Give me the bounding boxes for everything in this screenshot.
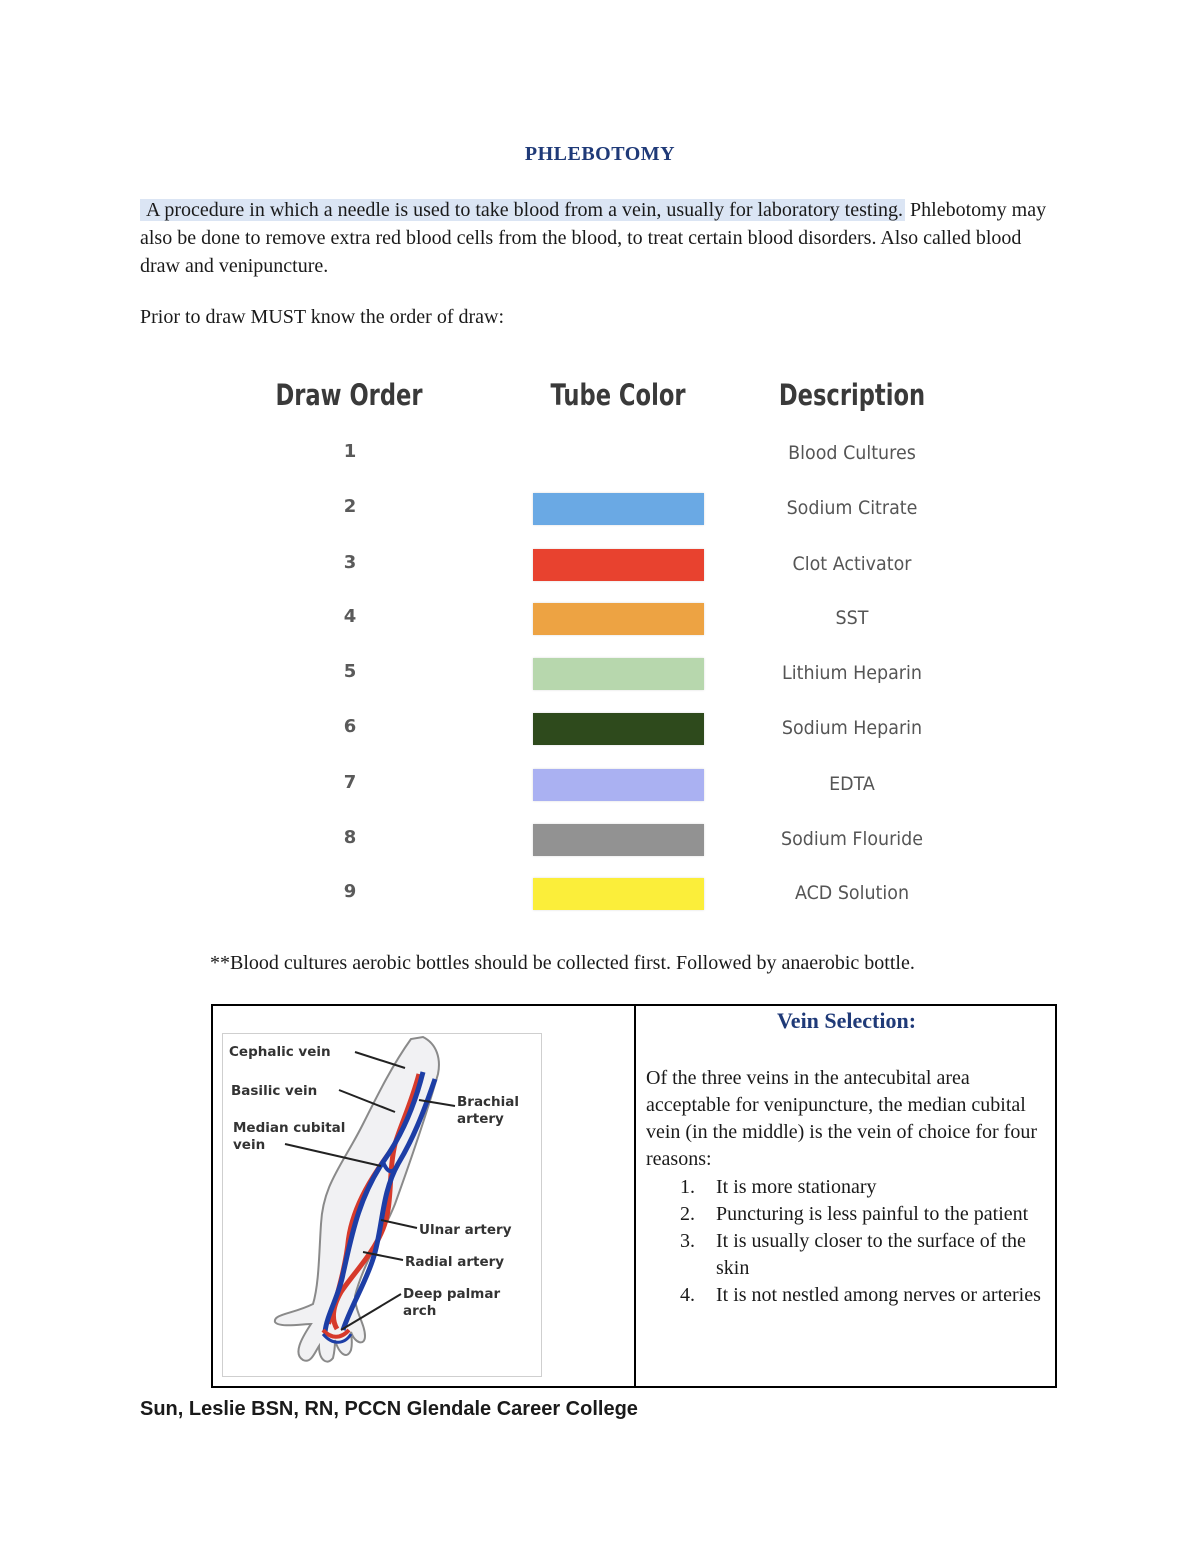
tube-color-swatch	[533, 549, 704, 581]
draw-order-number: 1	[343, 441, 357, 462]
label-brachial-line1: Brachial	[457, 1094, 520, 1110]
tube-description: Clot Activator	[792, 553, 912, 575]
draw-order-number: 8	[343, 827, 357, 848]
tube-row	[0, 874, 1200, 914]
vein-selection-text: Of the three veins in the antecubital area acceptable for venipuncture, the median cubital vein (in the middle) is the vein of choice for four reasons:	[646, 1067, 1037, 1170]
table-divider	[634, 1004, 636, 1388]
tube-row	[0, 489, 1200, 529]
tube-color-swatch	[533, 878, 704, 910]
tube-row	[0, 820, 1200, 860]
list-text: Puncturing is less painful to the patient	[716, 1203, 1029, 1225]
list-text: It is not nestled among nerves or arteries	[716, 1284, 1041, 1306]
label-median-cubital-line1: Median cubital	[233, 1120, 346, 1136]
tube-row	[0, 654, 1200, 694]
draw-order-number: 5	[343, 661, 357, 682]
draw-order-number: 9	[343, 881, 357, 902]
author-footer: Sun, Leslie BSN, RN, PCCN Glendale Career College	[140, 1398, 638, 1420]
tube-description: Sodium Flouride	[781, 828, 923, 850]
draw-order-number: 3	[343, 552, 357, 573]
tube-row	[0, 545, 1200, 585]
intro-rest: Phlebotomy may also be done to remove extra red blood cells from the blood, to treat certain blood disorders. Also called blood draw and venipuncture.	[140, 199, 1047, 277]
label-basilic-vein: Basilic vein	[231, 1083, 318, 1099]
tube-color-swatch	[533, 438, 704, 470]
draw-order-number: 7	[343, 772, 357, 793]
page-title: PHLEBOTOMY	[524, 143, 676, 165]
tube-color-swatch	[533, 658, 704, 690]
label-median-cubital-line2: vein	[233, 1137, 266, 1153]
tube-color-swatch	[533, 603, 704, 635]
description-header: Description	[778, 378, 926, 412]
tube-row	[0, 599, 1200, 639]
label-cephalic-vein: Cephalic vein	[229, 1044, 331, 1060]
list-item	[676, 1228, 1056, 1282]
tube-description: Blood Cultures	[788, 442, 916, 464]
list-item	[676, 1174, 1056, 1201]
draw-order-number: 6	[343, 716, 357, 737]
draw-order-number: 4	[343, 606, 357, 627]
list-text: It is usually closer to the surface of the skin	[716, 1230, 1026, 1279]
tube-color-swatch	[533, 824, 704, 856]
draw-order-number: 2	[343, 496, 357, 517]
list-item	[676, 1201, 1056, 1228]
draw-order-header: Draw Order	[275, 378, 423, 412]
list-number: 1.	[680, 1176, 695, 1198]
list-number: 3.	[680, 1230, 695, 1252]
blood-culture-note: **Blood cultures aerobic bottles should be collected first. Followed by anaerobic bottle.	[210, 952, 915, 974]
tube-row	[0, 434, 1200, 474]
label-brachial-line2: artery	[457, 1111, 504, 1127]
tube-row	[0, 765, 1200, 805]
vein-reasons-list	[676, 1174, 1056, 1309]
label-radial-artery: Radial artery	[405, 1254, 505, 1270]
prior-to-draw-text: Prior to draw MUST know the order of draw:	[140, 306, 505, 328]
tube-description: Sodium Citrate	[786, 497, 918, 519]
intro-paragraph	[140, 196, 1060, 280]
tube-description: Sodium Heparin	[781, 717, 923, 739]
tube-color-header: Tube Color	[550, 378, 686, 412]
intro-highlighted-sentence: A procedure in which a needle is used to take blood from a vein, usually for laboratory testing.	[140, 199, 905, 221]
tube-color-swatch	[533, 713, 704, 745]
tube-color-swatch	[533, 769, 704, 801]
tube-description: EDTA	[829, 773, 875, 795]
tube-description: SST	[835, 607, 869, 629]
tube-description: Lithium Heparin	[782, 662, 922, 684]
list-item	[676, 1282, 1056, 1309]
list-text: It is more stationary	[716, 1176, 877, 1198]
label-deep-palmar-line2: arch	[403, 1303, 437, 1319]
vein-selection-heading: Vein Selection:	[776, 1008, 917, 1033]
label-ulnar-artery: Ulnar artery	[419, 1222, 512, 1238]
label-deep-palmar-line1: Deep palmar	[403, 1286, 501, 1302]
arm-anatomy-diagram	[222, 1033, 542, 1377]
tube-description: ACD Solution	[794, 882, 910, 904]
tube-color-swatch	[533, 493, 704, 525]
arm-diagram-svg	[223, 1034, 541, 1376]
list-number: 2.	[680, 1203, 695, 1225]
tube-row	[0, 709, 1200, 749]
list-number: 4.	[680, 1284, 695, 1306]
